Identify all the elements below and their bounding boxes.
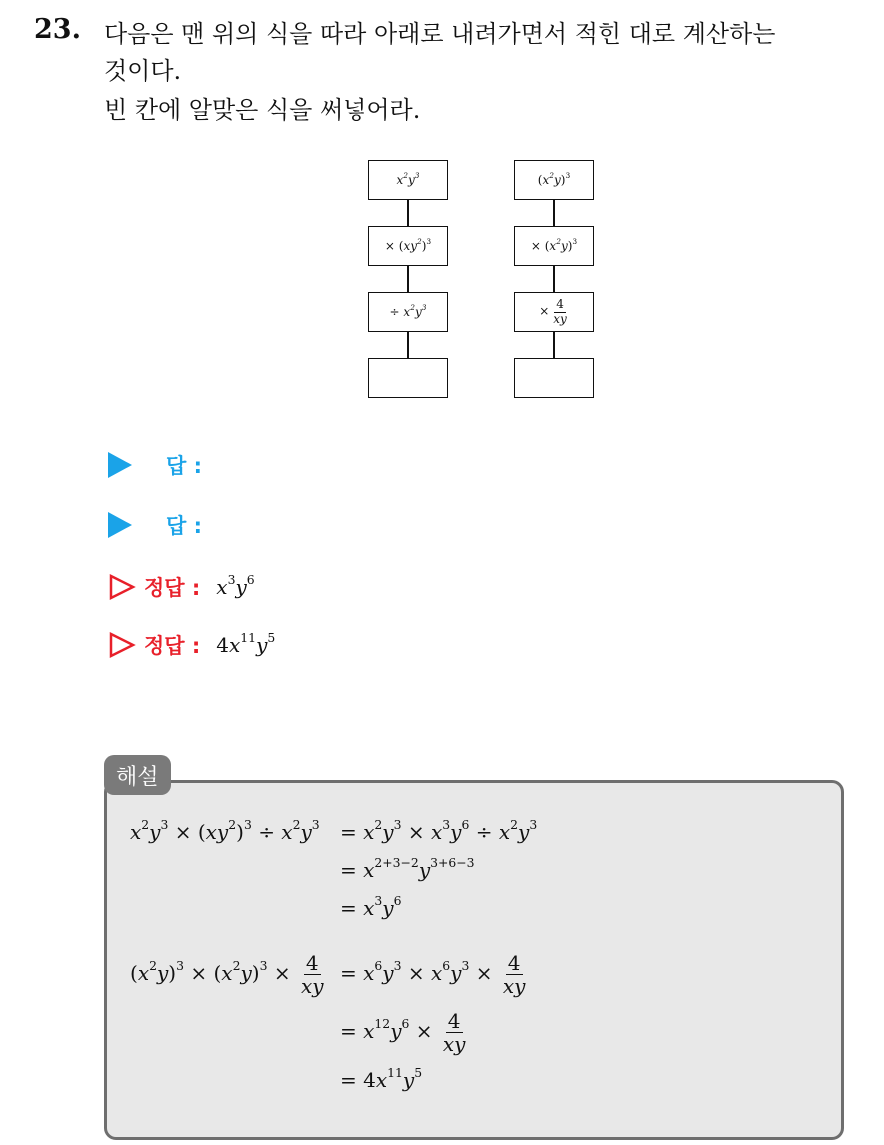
flow-box-right-3: × $\frac{4}{xy}$ (514, 292, 594, 332)
correct-answer-value-2: $4x^{11}y^5$ (216, 630, 276, 657)
explanation-equation-1-step-2: = $x^{2+3-2}y^{3+6-3}$ (340, 855, 475, 882)
flow-box-left-3: ÷ $x^2y^3$ (368, 292, 448, 332)
triangle-outline-icon (108, 631, 136, 659)
question-line-2: 것이다. (104, 57, 182, 85)
correct-answer-label: 정답 : (144, 634, 201, 658)
explanation-equation-1-step-3: = $x^3y^6$ (340, 893, 402, 920)
correct-answer-label: 정답 : (144, 576, 201, 600)
triangle-outline-icon (108, 573, 136, 601)
flow-box-right-1: $(x^2y)^3$ (514, 160, 594, 200)
correct-answer-value-1: $x^3y^6$ (216, 572, 255, 599)
flow-box-left-2: × $(xy^2)^3$ (368, 226, 448, 266)
explanation-equation-2-step-3: = $4x^{11}y^5$ (340, 1065, 423, 1092)
question-line-3: 빈 칸에 알맞은 식을 써넣어라. (104, 96, 421, 124)
correct-answer-row-2 (108, 628, 275, 662)
question-number: 23. (34, 14, 81, 45)
explanation-equation-1-step-1: = $x^2y^3 \times x^3y^6 \div x^2y^3$ (340, 817, 538, 844)
flow-box-right-2: × $(x^2y)^3$ (514, 226, 594, 266)
flow-connector (407, 332, 409, 358)
flow-connector (407, 200, 409, 226)
explanation-tag: 해설 (104, 755, 171, 795)
flow-connector (553, 200, 555, 226)
explanation-equation-2-step-1: = $x^6y^3 \times x^6y^3$ × $\frac{4}{xy}$ (340, 951, 526, 998)
explanation-equation-2-step-2: = $x^{12}y^6$ × $\frac{4}{xy}$ (340, 1009, 466, 1056)
explanation-equation-2-lhs: $(x^2y)^3 \times (x^2y)^3$ × $\frac{4}{xy}$ (130, 951, 324, 998)
answer-row-1[interactable] (108, 448, 202, 482)
flow-connector (553, 332, 555, 358)
flow-connector (553, 266, 555, 292)
play-icon (108, 512, 132, 538)
flow-box-left-blank[interactable] (368, 358, 448, 398)
question-line-1: 다음은 맨 위의 식을 따라 아래로 내려가면서 적힌 대로 계산하는 (104, 20, 776, 48)
flow-box-left-1: $x^2y^3$ (368, 160, 448, 200)
answer-label: 답 : (166, 514, 202, 538)
flow-box-right-blank[interactable] (514, 358, 594, 398)
correct-answer-row-1 (108, 570, 255, 604)
play-icon (108, 452, 132, 478)
answer-label: 답 : (166, 454, 202, 478)
explanation-equation-1-lhs: $x^2y^3 \times (xy^2)^3 \div x^2y^3$ (130, 817, 320, 844)
answer-row-2[interactable] (108, 508, 202, 542)
flow-connector (407, 266, 409, 292)
